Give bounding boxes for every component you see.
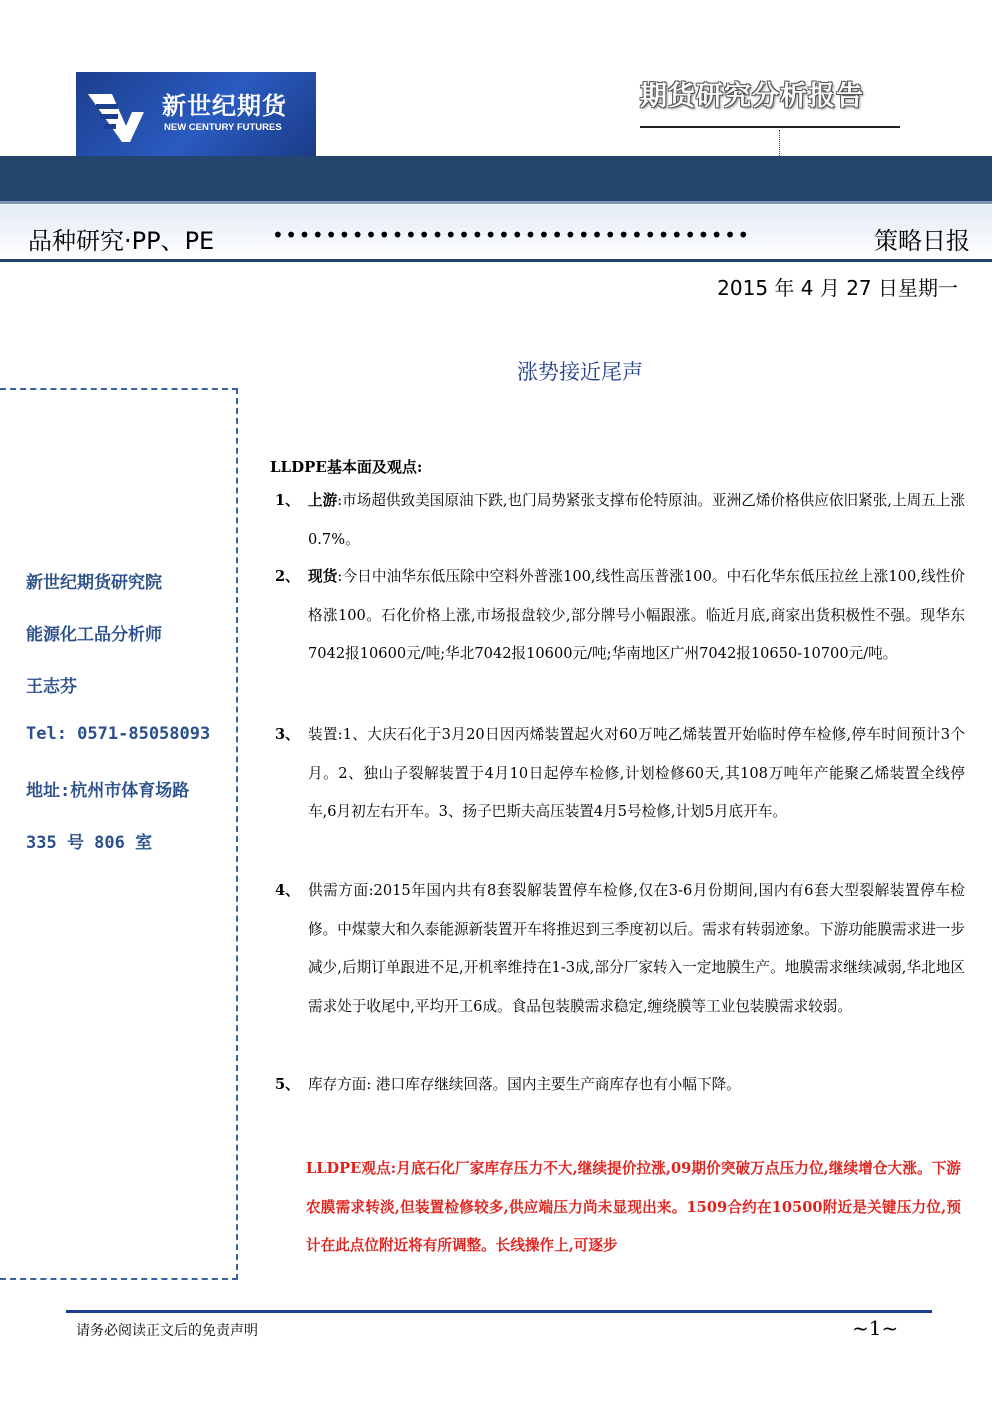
lldpe-view-paragraph: LLDPE观点:月底石化厂家库存压力不大,继续提价拉涨,09期价突破万点压力位,继续增仓大涨。下游农膜需求转淡,但装置检修较多,供应端压力尚未显现出来。1509合约在10500附近是关键压力位,预计在此点位附近将有所调整。长线操作上,可逐步 — [306, 1160, 961, 1254]
list-item-text: :今日中油华东低压除中空料外普涨100,线性高压普涨100。中石化华东低压拉丝上涨100,线性价格涨100。石化价格上涨,市场报盘较少,部分牌号小幅跟涨。临近月底,商家出货积极性不强。现华东7042报10600元/吨;华北7042报10600元/吨;华南地区广州7042报10650-10700元/吨。 — [308, 568, 965, 662]
logo-mark-icon — [86, 86, 146, 146]
list-item — [275, 1066, 965, 1105]
logo-text-en: NEW CENTURY FUTURES — [164, 122, 282, 133]
list-item-number: 1、 — [275, 492, 300, 509]
list-item-number: 4、 — [275, 882, 300, 899]
logo-text-cn: 新世纪期货 — [162, 91, 287, 120]
list-item — [275, 716, 965, 832]
subheader-report-type: 策略日报 — [874, 227, 970, 255]
sidebar-institute: 新世纪期货研究院 — [26, 573, 162, 593]
section-title: LLDPE基本面及观点: — [270, 458, 423, 476]
title-underline — [640, 126, 900, 128]
company-logo — [76, 72, 316, 156]
page-number: ~1~ — [852, 1316, 899, 1340]
header-band-stripe — [0, 201, 992, 204]
list-item — [275, 872, 965, 1026]
footer-disclaimer: 请务必阅读正文后的免责声明 — [76, 1323, 258, 1339]
list-item-lead: 现货 — [308, 568, 338, 585]
footer-divider — [66, 1310, 932, 1313]
title-tick-divider — [779, 130, 781, 156]
list-item-number: 2、 — [275, 568, 300, 585]
list-item — [275, 558, 965, 674]
header-band — [0, 156, 992, 201]
list-item-text: 供需方面:2015年国内共有8套裂解装置停车检修,仅在3-6月份期间,国内有6套大型裂解装置停车检修。中煤蒙大和久泰能源新装置开车将推迟到三季度初以后。需求有转弱迹象。下游功能膜需求进一步减少,后期订单跟进不足,开机率维持在1-3成,部分厂家转入一定地膜生产。地膜需求继续减弱,华北地区需求处于收尾中,平均开工6成。食品包装膜需求稳定,缠绕膜等工业包装膜需求较弱。 — [308, 882, 965, 1015]
headline: 涨势接近尾声 — [517, 360, 643, 384]
sidebar-tel: Tel: 0571-85058093 — [26, 724, 211, 744]
sidebar-address-line2: 335 号 806 室 — [26, 833, 153, 853]
list-item-number: 5、 — [275, 1076, 300, 1093]
report-date: 2015 年 4 月 27 日星期一 — [717, 276, 958, 300]
list-item-lead: 上游 — [308, 492, 338, 509]
sidebar-analyst-name: 王志芬 — [26, 677, 77, 697]
sidebar-role: 能源化工品分析师 — [26, 625, 162, 645]
subheader-leader-dots: •••••••••••••••••••••••••••••••••••• — [272, 223, 751, 247]
list-item-number: 3、 — [275, 726, 300, 743]
subheader-category: 品种研究·PP、PE — [28, 227, 215, 255]
list-item-text: 装置:1、大庆石化于3月20日因丙烯装置起火对60万吨乙烯装置开始临时停车检修,停车时间预计3个月。2、独山子裂解装置于4月10日起停车检修,计划检修60天,其108万吨年产能聚乙烯装置全线停车,6月初左右开车。3、扬子巴斯夫高压装置4月5号检修,计划5月底开车。 — [308, 726, 965, 820]
sidebar-address-line1: 地址:杭州市体育场路 — [26, 781, 190, 801]
report-title: 期货研究分析报告 — [640, 81, 864, 112]
list-item-text: :市场超供致美国原油下跌,也门局势紧张支撑布伦特原油。亚洲乙烯价格供应依旧紧张,上周五上涨0.7%。 — [308, 492, 965, 548]
list-item-text: 库存方面: 港口库存继续回落。国内主要生产商库存也有小幅下降。 — [308, 1076, 741, 1093]
list-item — [275, 482, 965, 559]
subheader-bar — [0, 205, 992, 262]
